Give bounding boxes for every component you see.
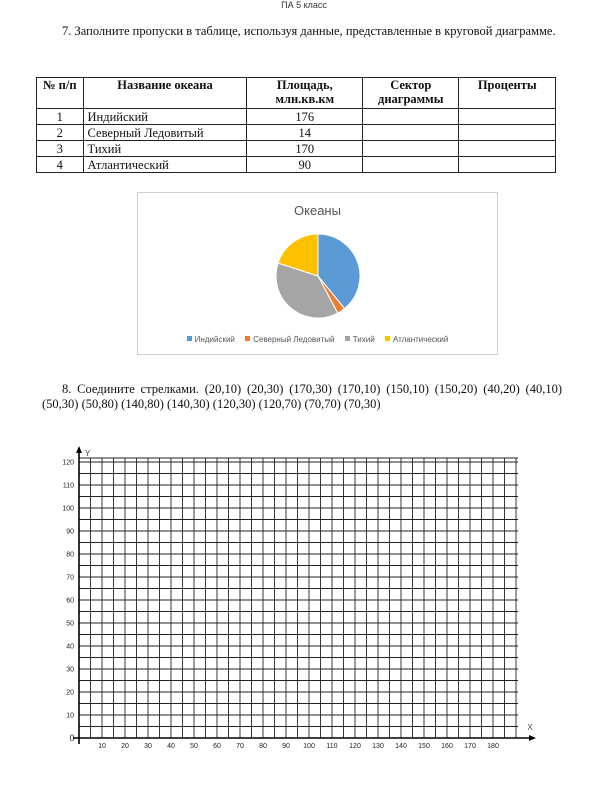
table-row bbox=[37, 141, 556, 157]
y-tick-label: 50 bbox=[66, 620, 74, 628]
legend-label: Северный Ледовитый bbox=[253, 335, 335, 344]
x-tick-label: 30 bbox=[144, 743, 152, 750]
task7-text: 7. Заполните пропуски в таблице, используя данные, представленные в круговой диаграмме. bbox=[62, 24, 556, 38]
cell-percent[interactable] bbox=[459, 141, 556, 157]
cell-name: Атлантический bbox=[83, 157, 247, 173]
x-tick-label: 140 bbox=[395, 743, 407, 750]
y-tick-label: 60 bbox=[66, 597, 74, 605]
legend-swatch bbox=[385, 336, 390, 341]
legend-label: Атлантический bbox=[392, 335, 449, 344]
x-tick-label: 20 bbox=[121, 743, 129, 750]
cell-sector[interactable] bbox=[363, 125, 459, 141]
table-row bbox=[37, 109, 556, 125]
cell-num: 3 bbox=[37, 141, 84, 157]
cell-num: 4 bbox=[37, 157, 84, 173]
y-tick-label: 30 bbox=[66, 666, 74, 674]
pie-chart bbox=[137, 192, 498, 355]
legend-label: Индийский bbox=[194, 335, 235, 344]
col-header-area: Площадь, млн.кв.км bbox=[247, 78, 363, 109]
x-tick-label: 120 bbox=[349, 743, 361, 750]
x-tick-label: 40 bbox=[167, 743, 175, 750]
x-tick-label: 160 bbox=[441, 743, 453, 750]
cell-num: 1 bbox=[37, 109, 84, 125]
y-tick-label: 20 bbox=[66, 689, 74, 697]
cell-num: 2 bbox=[37, 125, 84, 141]
cell-name: Тихий bbox=[83, 141, 247, 157]
x-axis-label: X bbox=[527, 723, 533, 732]
origin-label: 0 bbox=[69, 733, 75, 743]
task8-text: 8. Соедините стрелками. (20,10) (20,30) (170,30) (170,10) (150,10) (150,20) (40,20) (40,10) (50,30) (50,80) (140,80) (140,30) (120,30) (120,70) (70,70) (70,30) bbox=[42, 382, 562, 411]
col-header-percent: Проценты bbox=[459, 78, 556, 109]
legend-swatch bbox=[187, 336, 192, 341]
chart-legend bbox=[138, 335, 497, 344]
legend-label: Тихий bbox=[352, 335, 375, 344]
legend-item bbox=[385, 335, 448, 344]
cell-percent[interactable] bbox=[459, 125, 556, 141]
y-axis-label: Y bbox=[85, 449, 91, 458]
cell-sector[interactable] bbox=[363, 157, 459, 173]
cell-name: Северный Ледовитый bbox=[83, 125, 247, 141]
x-tick-label: 90 bbox=[282, 743, 290, 750]
x-tick-label: 70 bbox=[236, 743, 244, 750]
y-tick-label: 110 bbox=[62, 482, 74, 490]
cell-area: 90 bbox=[247, 157, 363, 173]
cell-sector[interactable] bbox=[363, 109, 459, 125]
y-tick-label: 10 bbox=[66, 712, 74, 720]
page-header: ПА 5 класс bbox=[281, 0, 327, 10]
legend-item bbox=[345, 335, 375, 344]
table-row bbox=[37, 157, 556, 173]
cell-area: 170 bbox=[247, 141, 363, 157]
x-tick-label: 80 bbox=[259, 743, 267, 750]
legend-item bbox=[187, 335, 235, 344]
x-axis-arrow-icon bbox=[529, 735, 536, 741]
x-tick-label: 170 bbox=[464, 743, 476, 750]
chart-title: Океаны bbox=[294, 203, 341, 218]
x-tick-label: 180 bbox=[487, 743, 499, 750]
x-tick-label: 130 bbox=[372, 743, 384, 750]
x-tick-label: 60 bbox=[213, 743, 221, 750]
y-tick-label: 90 bbox=[66, 528, 74, 536]
cell-percent[interactable] bbox=[459, 157, 556, 173]
oceans-table bbox=[36, 77, 556, 173]
x-tick-label: 150 bbox=[418, 743, 430, 750]
y-tick-label: 80 bbox=[66, 551, 74, 559]
cell-area: 176 bbox=[247, 109, 363, 125]
table-row bbox=[37, 125, 556, 141]
cell-area: 14 bbox=[247, 125, 363, 141]
coordinate-grid[interactable] bbox=[44, 436, 584, 756]
x-tick-label: 50 bbox=[190, 743, 198, 750]
col-header-sector: Сектор диаграммы bbox=[363, 78, 459, 109]
col-header-num: № п/п bbox=[37, 78, 84, 109]
cell-name: Индийский bbox=[83, 109, 247, 125]
y-tick-label: 100 bbox=[62, 505, 74, 513]
cell-sector[interactable] bbox=[363, 141, 459, 157]
col-header-name: Название океана bbox=[83, 78, 247, 109]
legend-swatch bbox=[245, 336, 250, 341]
y-tick-label: 40 bbox=[66, 643, 74, 651]
x-tick-label: 110 bbox=[326, 743, 338, 750]
cell-percent[interactable] bbox=[459, 109, 556, 125]
legend-swatch bbox=[345, 336, 350, 341]
y-axis-arrow-icon bbox=[76, 446, 82, 453]
table-header-row bbox=[37, 78, 556, 109]
legend-item bbox=[245, 335, 334, 344]
x-tick-label: 10 bbox=[98, 743, 106, 750]
y-tick-label: 120 bbox=[62, 459, 74, 467]
y-tick-label: 70 bbox=[66, 574, 74, 582]
x-tick-label: 100 bbox=[303, 743, 315, 750]
